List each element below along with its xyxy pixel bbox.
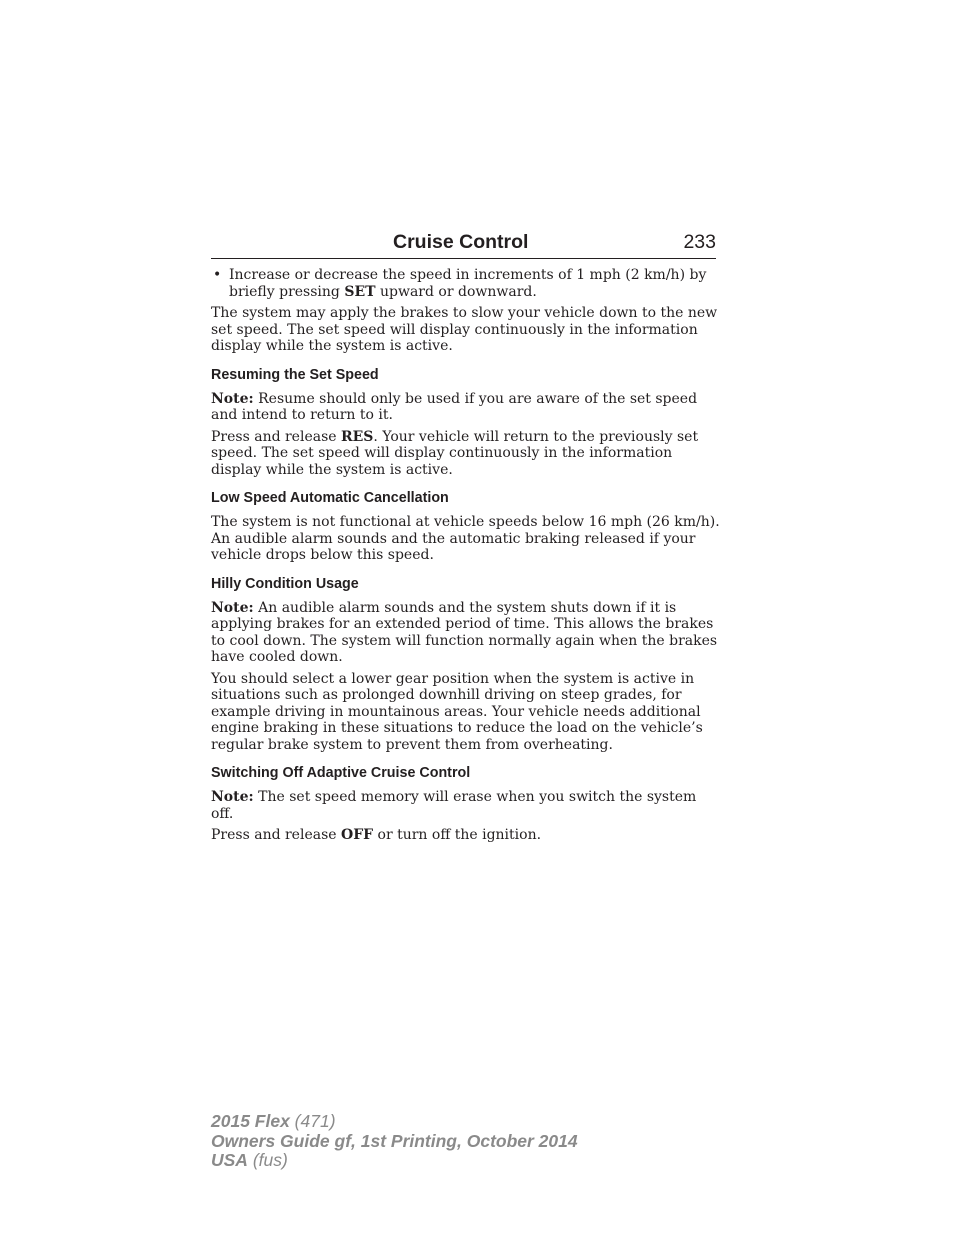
- note-label: Note:: [211, 789, 254, 805]
- paragraph-off: [211, 827, 721, 844]
- paragraph-off-b: or turn off the ignition.: [373, 827, 542, 843]
- heading-resuming: Resuming the Set Speed: [211, 366, 379, 383]
- paragraph-resume-b: . Your vehicle will return to the previously set speed. The set speed will display continuously in the information display while the system is active.: [211, 428, 699, 478]
- footer-market: [211, 1151, 578, 1171]
- paragraph-resume-a: Press and release: [211, 428, 341, 445]
- page-number: 233: [683, 231, 716, 253]
- footer-model-name: 2015 Flex: [211, 1111, 290, 1131]
- set-button-label: SET: [344, 283, 376, 300]
- note-resume: [211, 391, 721, 424]
- bullet-mark: •: [213, 267, 222, 283]
- page-content: [211, 267, 721, 849]
- note-label: Note:: [211, 599, 254, 616]
- heading-switching-off: Switching Off Adaptive Cruise Control: [211, 765, 471, 781]
- footer-guide: [211, 1132, 578, 1152]
- footer-model: [211, 1112, 578, 1132]
- paragraph-hilly: You should select a lower gear position when the system is active in situations such as prolonged downhill driving on steep grades, for example driving in mountainous areas. Your vehicle needs additional engine braking in these situations to reduce the load on the vehicle’s regular brake system to prevent them from overheating.: [211, 670, 703, 753]
- paragraph-brakes: The system may apply the brakes to slow your vehicle down to the new set speed. The set speed will display continuously in the information display while the system is active.: [211, 305, 718, 354]
- note-off: [211, 789, 721, 822]
- chapter-title: Cruise Control: [393, 231, 529, 253]
- note-label: Note:: [211, 390, 254, 407]
- res-button-label: RES: [341, 428, 374, 445]
- paragraph-low-speed: The system is not functional at vehicle speeds below 16 mph (26 km/h). An audible alarm sounds and the automatic braking released if your vehicle drops below this speed.: [211, 514, 720, 563]
- note-text: An audible alarm sounds and the system shuts down if it is applying brakes for an extended period of time. This allows the brakes to cool down. The system will function normally again when the brakes have cooled down.: [211, 599, 718, 665]
- footer-model-code: (471): [289, 1111, 336, 1131]
- off-button-label: OFF: [341, 827, 374, 843]
- page-footer: [211, 1112, 578, 1171]
- bullet-text-b: upward or downward.: [375, 283, 537, 300]
- page-header: [211, 230, 716, 259]
- heading-hilly: Hilly Condition Usage: [211, 575, 359, 592]
- note-hilly: [211, 600, 721, 666]
- bullet-item: [211, 267, 721, 300]
- note-text: The set speed memory will erase when you switch the system off.: [211, 789, 697, 822]
- footer-guide-text: Owners Guide gf, 1st Printing, October 2014: [211, 1130, 578, 1151]
- bullet-text-a: Increase or decrease the speed in increments of 1 mph (2 km/h) by briefly pressing: [229, 267, 707, 300]
- footer-market-code: (fus): [247, 1150, 288, 1170]
- heading-low-speed: Low Speed Automatic Cancellation: [211, 490, 449, 506]
- footer-market-name: USA: [211, 1150, 248, 1170]
- paragraph-off-a: Press and release: [211, 827, 341, 843]
- note-text: Resume should only be used if you are aware of the set speed and intend to return to it.: [211, 390, 698, 423]
- paragraph-resume: [211, 429, 721, 479]
